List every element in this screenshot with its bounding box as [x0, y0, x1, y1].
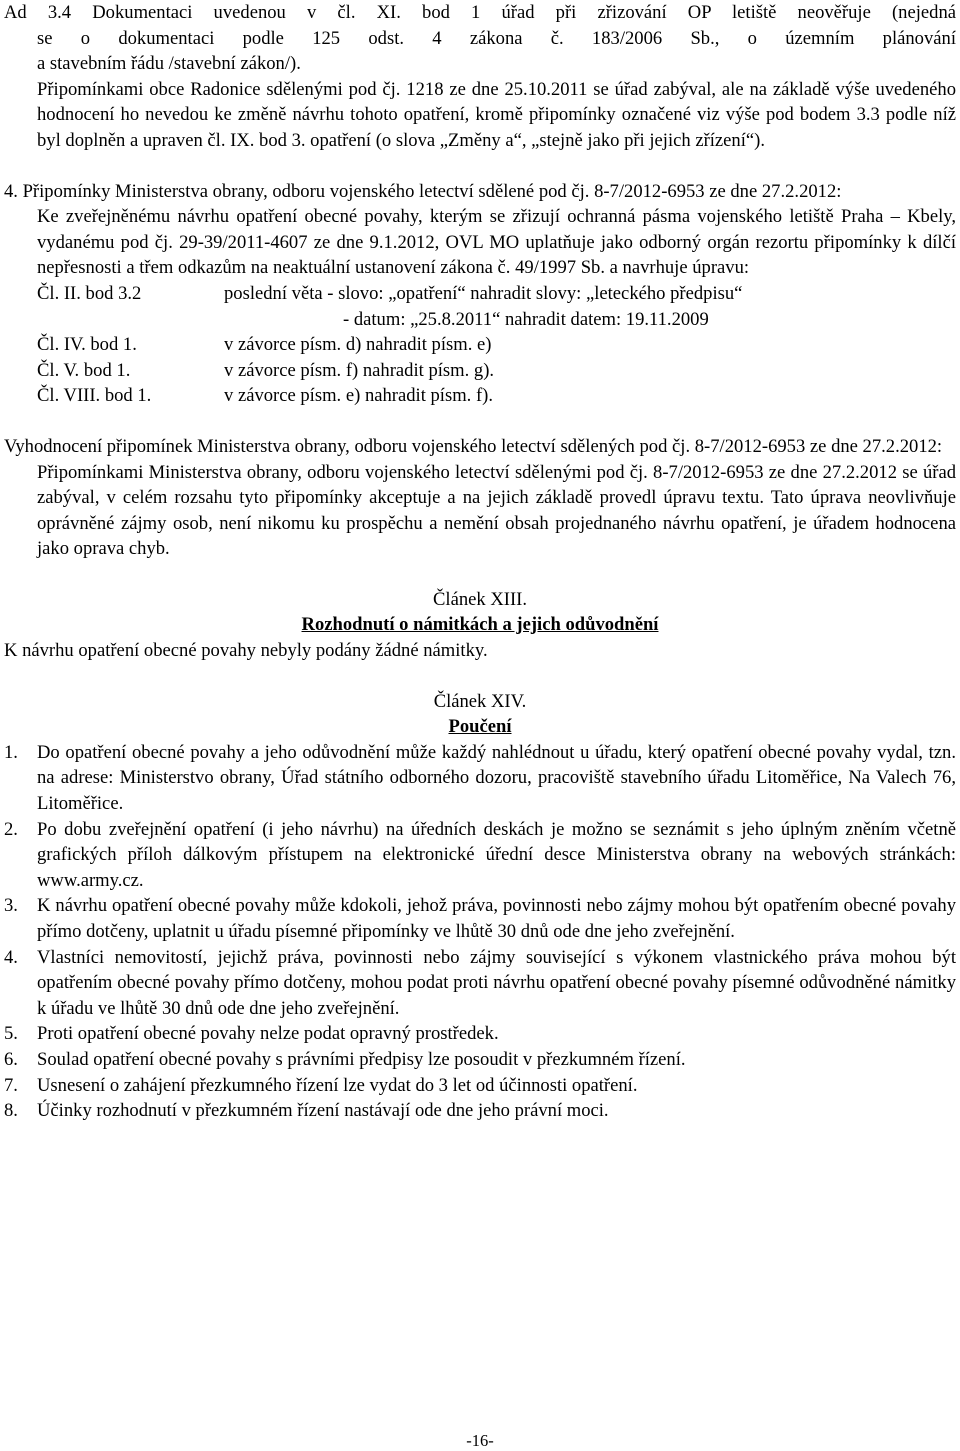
ministry-comments-text: Ke zveřejněnému návrhu opatření obecné povahy, kterým se zřizují ochranná pásma vojenského letiště Praha – Kbely, vydanému pod čj. 29-39/2011-4607 ze dne 9.1.2012, OVL MO uplatňuje jako odborný orgán rezortu připomínky k dílčí nepřesnosti a třem odkazům na neaktuální ustanovení zákona č. 49/1997 Sb. a navrhuje úpravu:	[37, 206, 956, 279]
item-number: 6.	[4, 1048, 18, 1070]
item-text: Usnesení o zahájení přezkumného řízení lze vydat do 3 let od účinnosti opatření.	[37, 1074, 638, 1096]
article-number: Článek XIV.	[433, 690, 527, 712]
list-item	[4, 1073, 956, 1099]
article-xiii	[4, 587, 956, 664]
list-item	[4, 1021, 956, 1047]
radonice-comments-paragraph: Připomínkami obce Radonice sdělenými pod čj. 1218 ze dne 25.10.2011 se úřad zabýval, ale na základě výše uvedeného hodnocení ho nevedou ke změně návrhu tohoto opatření, kromě připomínky označené viz výše pod bodem 3.3 podle níž byl doplněn a upraven čl. IX. bod 3. opatření (o slova „Změny a“, „stejně jako při jejich zřízení“).	[37, 78, 956, 151]
evaluation-text: Připomínkami Ministerstva obrany, odboru vojenského letectví sdělenými pod čj. 8-7/2012-6953 ze dne 27.2.2012 se úřad zabýval, v celém rozsahu tyto připomínky akceptuje a na jejich základě provedl úpravu textu. Tato úprava neovlivňuje oprávněné zájmy osob, není nikomu ku prospěchu a nemění obsah projednaného návrhu opatření, je úřadem hodnocena jako oprava chyb.	[37, 461, 956, 560]
change-text: poslední věta - slovo: „opatření“ nahradit slovy: „leteckého předpisu“	[224, 282, 743, 304]
item-number: 4.	[4, 946, 18, 968]
article-title: Rozhodnutí o námitkách a jejich odůvodnění	[301, 614, 659, 636]
change-text: v závorce písm. f) nahradit písm. g).	[224, 359, 495, 381]
evaluation-header: Vyhodnocení připomínek Ministerstva obrany, odboru vojenského letectví sdělených pod čj. 8-7/2012-6953 ze dne 27.2.2012:	[4, 435, 943, 457]
list-item	[4, 1098, 956, 1124]
article-xiv	[4, 689, 956, 1124]
paragraph-line: a stavebním řádu /stavební zákon/).	[37, 53, 301, 75]
change-reference: Čl. V. bod 1.	[37, 359, 131, 381]
item-text: Vlastníci nemovitostí, jejichž práva, povinnosti nebo zájmy související s výkonem vlastnického práva mohou být opatřením obecné povahy přímo dotčeny, mohou podat proti návrhu opatření obecné povahy písemné odůvodněné námitky k úřadu ve lhůtě 30 dnů ode dne jeho zveřejnění.	[37, 946, 956, 1019]
list-item	[4, 893, 956, 944]
item-number: 2.	[4, 818, 18, 840]
item-number: 3.	[4, 895, 18, 917]
list-item	[4, 740, 956, 817]
change-item	[4, 332, 956, 358]
change-reference: Čl. VIII. bod 1.	[37, 385, 152, 407]
paragraph-line: se o dokumentaci podle 125 odst. 4 zákona č. 183/2006 Sb., o územním plánování	[37, 27, 956, 49]
list-item	[4, 1047, 956, 1073]
paragraph-line: Ad 3.4 Dokumentaci uvedenou v čl. XI. bod 1 úřad při zřizování OP letiště neověřuje (nejedná	[4, 2, 956, 23]
item-text: Po dobu zveřejnění opatření (i jeho návrhu) na úředních deskách je možno se seznámit s jeho úplným zněním včetně grafických příloh dálkovým přístupem na elektronické úřední desce Ministerstva obrany na webových stránkách: www.army.cz.	[37, 818, 956, 891]
change-item	[4, 307, 956, 333]
change-item	[4, 358, 956, 384]
list-item	[4, 945, 956, 1022]
page-number: -16-	[466, 1431, 494, 1450]
section-evaluation	[4, 434, 956, 562]
instructions-list	[4, 740, 956, 1124]
item-text: K návrhu opatření obecné povahy může kdokoli, jehož práva, povinnosti nebo zájmy mohou být opatřením obecné povahy přímo dotčeny, uplatnit u úřadu písemné připomínky ve lhůtě 30 dnů ode dne jeho zveřejnění.	[37, 895, 956, 942]
item-number: 7.	[4, 1074, 18, 1096]
document-page	[4, 0, 956, 1124]
item-text: Soulad opatření obecné povahy s právními předpisy lze posoudit v přezkumném řízení.	[37, 1048, 686, 1070]
item-text: Proti opatření obecné povahy nelze podat opravný prostředek.	[37, 1023, 499, 1045]
item-text: Účinky rozhodnutí v přezkumném řízení nastávají ode dne jeho právní moci.	[37, 1100, 609, 1122]
section-ad-3-4	[4, 0, 956, 154]
change-text: - datum: „25.8.2011“ nahradit datem: 19.11.2009	[343, 308, 709, 330]
change-text: v závorce písm. d) nahradit písm. e)	[224, 334, 492, 356]
section-ministry-comments	[4, 179, 956, 409]
item-text: Do opatření obecné povahy a jeho odůvodnění může každý nahlédnout u úřadu, který opatření obecné povahy vydal, tzn. na adrese: Ministerstvo obrany, Úřad státního odborného dozoru, pracoviště stavebního úřadu Litoměřice, Na Valech 76, Litoměřice.	[37, 741, 956, 815]
ministry-comments-header: 4. Připomínky Ministerstva obrany, odboru vojenského letectví sdělené pod čj. 8-7/2012-6953 ze dne 27.2.2012:	[4, 180, 842, 202]
item-number: 8.	[4, 1100, 18, 1122]
item-number: 5.	[4, 1023, 18, 1045]
list-item	[4, 817, 956, 894]
change-text: v závorce písm. e) nahradit písm. f).	[224, 385, 494, 407]
article-title: Poučení	[448, 716, 512, 738]
item-number: 1.	[4, 741, 18, 763]
change-reference: Čl. IV. bod 1.	[37, 334, 137, 356]
change-reference: Čl. II. bod 3.2	[37, 282, 142, 304]
article-number: Článek XIII.	[433, 588, 527, 610]
article-text: K návrhu opatření obecné povahy nebyly podány žádné námitky.	[4, 640, 488, 662]
change-item	[4, 281, 956, 307]
change-item	[4, 383, 956, 409]
